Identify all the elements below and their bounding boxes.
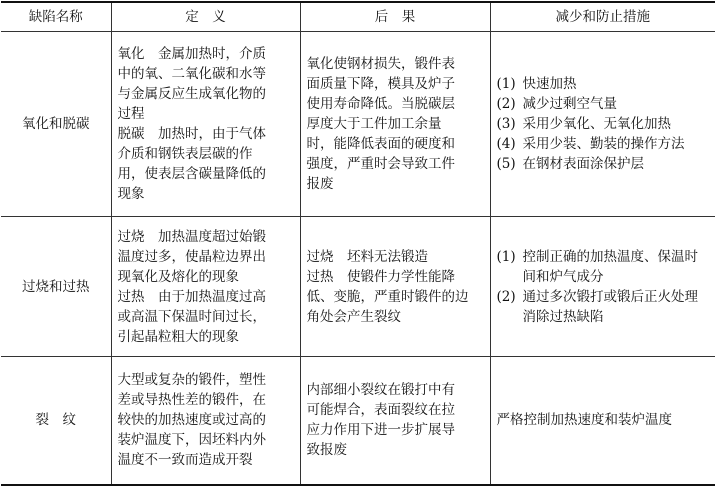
consequence-line: 过烧 坯料无法锻造 <box>306 248 428 265</box>
consequence-line: 角处会产生裂纹 <box>306 308 401 325</box>
definition-line: 大型或复杂的锻件，塑性 <box>117 372 266 389</box>
definition-line: 与金属反应生成氧化物的 <box>117 86 266 102</box>
measures-cell <box>490 217 715 357</box>
definition-cell <box>111 357 300 485</box>
definition-line: 较快的加热速度或过高的 <box>117 412 266 429</box>
definition-line: 或高温下保温时间过长， <box>117 308 266 325</box>
consequence-line: 面质量下降，模具及炉子 <box>306 76 455 92</box>
header-measures: 减少和防止措施 <box>490 2 715 32</box>
consequence-line: 过热 使锻件力学性能降 <box>306 268 455 285</box>
consequence-line: 致报废 <box>306 442 347 459</box>
measure-item <box>497 134 710 154</box>
defect-name: 氧化和脱碳 <box>1 32 111 217</box>
consequence-line: 内部细小裂纹在锻打中有 <box>306 382 455 399</box>
header-row <box>1 2 715 32</box>
measure-number: (2) <box>496 96 516 112</box>
measure-number: (1) <box>496 76 516 92</box>
measure-text: 快速加热 <box>522 76 577 92</box>
measure-number: (1) <box>496 248 516 265</box>
consequence-line: 低、变脆，严重时锻件的边 <box>306 288 469 305</box>
definition-line: 脱碳 加热时，由于气体 <box>117 126 266 142</box>
measure-text: 采用少装、勤装的操作方法 <box>522 136 685 152</box>
measures-list <box>497 247 710 327</box>
definition-line: 氧化 金属加热时，介质 <box>117 46 266 62</box>
consequence-line: 报废 <box>306 176 334 192</box>
measure-text: 在钢材表面涂保护层 <box>522 156 644 172</box>
consequence-line: 时，能降低表面的硬度和 <box>306 136 455 152</box>
consequence-line: 使用寿命降低。当脱碳层 <box>306 96 455 112</box>
defect-name: 过烧和过热 <box>1 217 111 357</box>
consequence-line: 氧化使钢材损失，锻件表 <box>306 56 455 72</box>
definition-cell <box>111 217 300 357</box>
definition-cell <box>111 32 300 217</box>
measures-list <box>497 74 710 174</box>
measure-number: (5) <box>496 156 516 172</box>
measure-item <box>497 114 710 134</box>
consequence-cell <box>300 217 490 357</box>
measure-number: (2) <box>496 288 516 305</box>
definition-line: 差或导热性差的锻件，在 <box>117 392 266 409</box>
measures-cell <box>490 32 715 217</box>
measure-number: (3) <box>496 116 516 132</box>
definition-line: 用，使表层含碳量降低的 <box>117 166 266 182</box>
consequence-cell <box>300 357 490 485</box>
header-definition: 定 义 <box>111 2 300 32</box>
definition-line: 引起晶粒粗大的现象 <box>117 328 239 345</box>
header-consequence: 后 果 <box>300 2 490 32</box>
defects-table <box>1 1 715 486</box>
measure-number: (4) <box>496 136 516 152</box>
definition-line: 温度不一致而造成开裂 <box>117 452 253 469</box>
definition-line: 过程 <box>117 106 145 122</box>
consequence-line: 可能焊合，表面裂纹在拉 <box>306 402 455 419</box>
definition-line: 现象 <box>117 186 145 202</box>
table-row <box>1 217 715 357</box>
definition-line: 过烧 加热温度超过始锻 <box>117 228 266 245</box>
table-row <box>1 32 715 217</box>
definition-line: 现氧化及熔化的现象 <box>117 268 239 285</box>
measure-text: 控制正确的加热温度、保温时间和炉气成分 <box>522 248 698 285</box>
consequence-line: 厚度大于工件加工余量 <box>306 116 442 132</box>
measures-cell: 严格控制加热速度和装炉温度 <box>490 357 715 485</box>
table-row <box>1 357 715 485</box>
definition-line: 装炉温度下，因坯料内外 <box>117 432 266 449</box>
measure-item <box>497 154 710 174</box>
definition-line: 介质和钢铁表层碳的作 <box>117 146 253 162</box>
measure-item <box>497 74 710 94</box>
measure-item <box>497 247 710 287</box>
consequence-line: 强度，严重时会导致工件 <box>306 156 455 172</box>
measure-item <box>497 287 710 327</box>
measure-item <box>497 94 710 114</box>
consequence-cell <box>300 32 490 217</box>
header-defect-name: 缺陷名称 <box>1 2 111 32</box>
definition-line: 温度过多，使晶粒边界出 <box>117 248 266 265</box>
measure-text: 通过多次锻打或锻后正火处理消除过热缺陷 <box>522 288 698 325</box>
definition-line: 中的氧、二氧化碳和水等 <box>117 66 266 82</box>
measure-text: 采用少氧化、无氧化加热 <box>522 116 671 132</box>
measure-text: 减少过剩空气量 <box>522 96 617 112</box>
consequence-line: 应力作用下进一步扩展导 <box>306 422 455 439</box>
defect-name: 裂 纹 <box>1 357 111 485</box>
definition-line: 过热 由于加热温度过高 <box>117 288 266 305</box>
